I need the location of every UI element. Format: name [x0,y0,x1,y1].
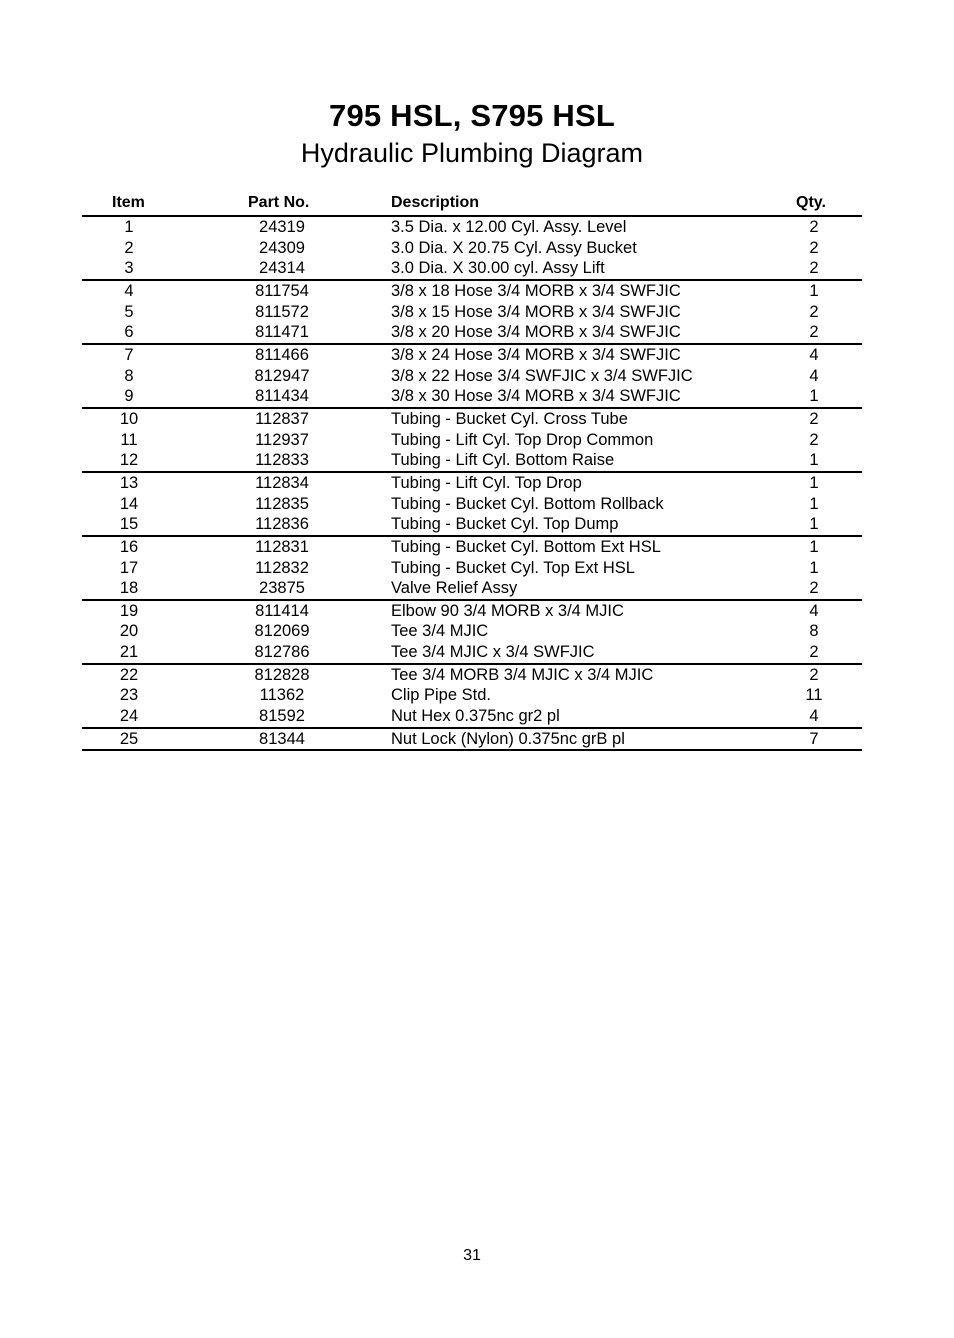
table-row [82,685,862,706]
table-row [82,345,862,366]
cell-description: Nut Hex 0.375nc gr2 pl [391,707,560,726]
table-row [82,450,862,471]
cell-description: Tubing - Bucket Cyl. Bottom Ext HSL [391,537,661,556]
table-row [82,281,862,302]
cell-description: Tubing - Lift Cyl. Top Drop Common [391,430,654,449]
cell-item: 9 [124,387,134,406]
table-row [82,706,862,727]
cell-part-no: 11362 [259,686,305,705]
cell-qty: 2 [809,259,819,278]
cell-qty: 4 [809,601,819,620]
cell-item: 19 [119,601,139,620]
cell-description: Tee 3/4 MJIC [391,622,489,641]
cell-item: 11 [120,430,138,449]
cell-item: 3 [124,259,134,278]
cell-part-no: 112832 [255,558,309,577]
table-row [82,578,862,599]
cell-qty: 2 [809,665,819,684]
cell-part-no: 811471 [255,323,309,342]
cell-item: 20 [119,622,139,641]
cell-description: 3.5 Dia. x 12.00 Cyl. Assy. Level [391,218,627,236]
cell-qty: 2 [809,323,819,342]
cell-item: 21 [119,643,139,662]
cell-part-no: 24309 [259,238,305,257]
cell-qty: 8 [809,622,819,641]
cell-item: 18 [119,579,139,598]
cell-qty: 2 [809,579,819,598]
cell-part-no: 112834 [255,473,309,492]
table-row [82,621,862,642]
cell-item: 25 [119,729,139,748]
cell-description: 3/8 x 20 Hose 3/4 MORB x 3/4 SWFJIC [391,323,681,342]
cell-item: 17 [119,558,139,577]
table-row [82,217,862,238]
cell-qty: 1 [809,387,819,406]
table-row [82,473,862,494]
cell-description: Tubing - Bucket Cyl. Bottom Rollback [391,494,664,513]
page-title: 795 HSL, S795 HSL [329,98,615,133]
cell-item: 5 [124,302,134,321]
cell-description: Tubing - Bucket Cyl. Top Dump [391,515,619,534]
cell-description: Tee 3/4 MORB 3/4 MJIC x 3/4 MJIC [391,665,654,684]
header-qty: Qty. [796,194,826,211]
cell-item: 15 [119,515,139,534]
header-part-no: Part No. [248,194,310,211]
page-subtitle: Hydraulic Plumbing Diagram [300,138,644,168]
cell-item: 1 [124,218,134,236]
cell-qty: 11 [805,686,823,705]
table-row [82,642,862,663]
cell-item: 13 [119,473,139,492]
cell-part-no: 81592 [259,707,305,726]
cell-qty: 2 [809,409,819,428]
cell-qty: 2 [809,238,819,257]
cell-description: 3/8 x 22 Hose 3/4 SWFJIC x 3/4 SWFJIC [391,366,693,385]
cell-item: 23 [119,686,139,705]
cell-description: Tubing - Lift Cyl. Bottom Raise [391,451,615,470]
cell-qty: 2 [809,302,819,321]
cell-part-no: 811434 [255,387,309,406]
cell-description: Nut Lock (Nylon) 0.375nc grB pl [391,729,625,748]
table-body [82,215,862,751]
cell-qty: 1 [809,281,819,300]
table-row [82,665,862,686]
cell-qty: 1 [809,558,819,577]
cell-part-no: 81344 [259,729,305,748]
cell-item: 24 [119,707,139,726]
cell-item: 16 [119,537,139,556]
cell-item: 4 [124,281,134,300]
cell-description: Tubing - Bucket Cyl. Top Ext HSL [391,558,635,577]
cell-description: 3/8 x 30 Hose 3/4 MORB x 3/4 SWFJIC [391,387,681,406]
table-row [82,322,862,343]
table-row [82,366,862,387]
table-header [82,193,862,215]
group-divider [82,749,862,751]
cell-description: Valve Relief Assy [391,579,518,598]
table-row [82,514,862,535]
cell-item: 6 [124,323,134,342]
table-row [82,409,862,430]
cell-part-no: 811466 [255,345,309,364]
cell-part-no: 112831 [255,537,309,556]
cell-qty: 4 [809,707,819,726]
table-row [82,729,862,750]
cell-qty: 2 [809,430,819,449]
table-row [82,601,862,622]
cell-qty: 1 [809,494,819,513]
cell-item: 14 [119,494,139,513]
cell-description: Clip Pipe Std. [391,686,491,705]
cell-item: 22 [119,665,139,684]
cell-part-no: 812947 [254,366,310,385]
cell-item: 7 [124,345,134,364]
cell-part-no: 112836 [255,515,309,534]
cell-part-no: 812828 [254,665,310,684]
cell-part-no: 112835 [255,494,309,513]
cell-part-no: 24319 [259,218,305,236]
cell-qty: 1 [809,451,819,470]
cell-part-no: 811414 [255,601,309,620]
cell-part-no: 811572 [255,302,309,321]
cell-item: 8 [124,366,134,385]
cell-part-no: 24314 [259,259,305,278]
cell-part-no: 812786 [254,643,310,662]
table-row [82,258,862,279]
cell-qty: 1 [809,515,819,534]
cell-item: 12 [119,451,139,470]
cell-description: 3/8 x 15 Hose 3/4 MORB x 3/4 SWFJIC [391,302,681,321]
cell-part-no: 112937 [255,430,309,449]
cell-description: Elbow 90 3/4 MORB x 3/4 MJIC [391,601,624,620]
cell-qty: 1 [809,537,819,556]
cell-description: 3/8 x 18 Hose 3/4 MORB x 3/4 SWFJIC [391,281,681,300]
cell-description: 3.0 Dia. X 30.00 cyl. Assy Lift [391,259,605,278]
cell-qty: 4 [809,366,819,385]
cell-qty: 7 [809,729,819,748]
page-number: 31 [463,1247,481,1264]
table-row [82,430,862,451]
cell-qty: 4 [809,345,819,364]
table-row [82,386,862,407]
cell-description: 3/8 x 24 Hose 3/4 MORB x 3/4 SWFJIC [391,345,681,364]
cell-description: 3.0 Dia. X 20.75 Cyl. Assy Bucket [391,238,637,257]
table-row [82,238,862,259]
table-row [82,302,862,323]
cell-item: 10 [119,409,139,428]
header-item: Item [112,194,145,211]
cell-part-no: 112837 [255,409,309,428]
cell-part-no: 112833 [255,451,309,470]
parts-table [82,193,862,751]
cell-qty: 2 [809,218,819,236]
cell-item: 2 [124,238,134,257]
table-row [82,537,862,558]
header-description: Description [391,194,480,211]
table-row [82,558,862,579]
table-row [82,494,862,515]
cell-description: Tubing - Bucket Cyl. Cross Tube [391,409,628,428]
cell-part-no: 23875 [259,579,305,598]
cell-qty: 2 [809,643,819,662]
cell-qty: 1 [809,473,819,492]
cell-part-no: 811754 [255,281,309,300]
cell-description: Tee 3/4 MJIC x 3/4 SWFJIC [391,643,595,662]
cell-part-no: 812069 [254,622,310,641]
cell-description: Tubing - Lift Cyl. Top Drop [391,473,582,492]
